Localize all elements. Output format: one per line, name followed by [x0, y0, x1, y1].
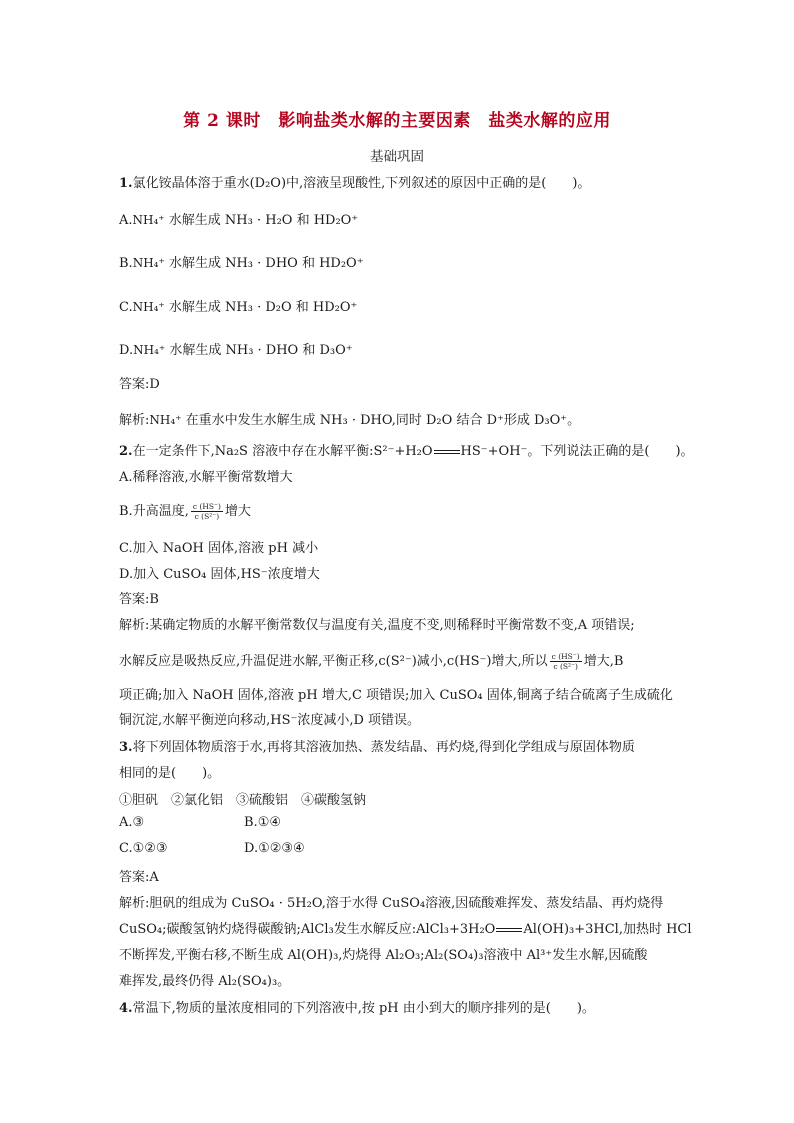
- q3-option-a: A.③: [119, 815, 145, 830]
- q1-stem: 1.氯化铵晶体溶于重水(D₂O)中,溶液呈现酸性,下列叙述的原因中正确的是( )。: [119, 176, 591, 191]
- q4-stem: 4.常温下,物质的量浓度相同的下列溶液中,按 pH 由小到大的顺序排列的是( )。: [119, 1001, 595, 1016]
- q3-stem-line-2: 相同的是( )。: [119, 766, 221, 781]
- nh4-symbol: NH₄⁺: [132, 256, 165, 270]
- equilibrium-arrow-icon: [434, 449, 460, 455]
- lesson-title: 第 2 课时 影响盐类水解的主要因素 盐类水解的应用: [183, 111, 611, 131]
- q3-analysis-line-2: CuSO₄;碳酸氢钠灼烧得碳酸钠;AlCl₃发生水解反应:AlCl₃+3H₂O Al(OH)₃+3HCl,加热时 HCl: [119, 922, 692, 937]
- q2-stem: 2.在一定条件下,Na₂S 溶液中存在水解平衡:S²⁻+H₂O HS⁻+OH⁻。下列说法正确的是( )。: [119, 444, 694, 459]
- q2-option-b: B.升高温度, $\frac{c (HS^-)}{\text{c (S²⁻)}}$ 增大: [119, 502, 251, 521]
- q3-analysis-line-4: 难挥发,最终仍得 Al₂(SO₄)₃。: [119, 974, 291, 989]
- q2-analysis-line-2: 水解反应是吸热反应,升温促进水解,平衡正移,c(S²⁻)减小,c(HS⁻)增大,所以 $\frac{c (HS^-)}{\text{c (S²⁻)}}$ 增大,B: [119, 652, 624, 671]
- q2-option-d: D.加入 CuSO₄ 固体,HS⁻浓度增大: [119, 567, 320, 582]
- q3-analysis-line-1: 解析:胆矾的组成为 CuSO₄ · 5H₂O,溶于水得 CuSO₄溶液,因硫酸难挥发、蒸发结晶、再灼烧得: [119, 896, 664, 911]
- q1-answer: 答案:D: [119, 377, 160, 392]
- q3-option-d: D.①②③④: [244, 841, 305, 856]
- equilibrium-arrow-icon: [496, 927, 522, 933]
- q1-option-d: D.NH₄⁺ 水解生成 NH₃ · DHO 和 D₃O⁺: [119, 343, 353, 358]
- q1-option-b: B.NH₄⁺ 水解生成 NH₃ · DHO 和 HD₂O⁺: [119, 256, 364, 271]
- q3-option-b: B.①④: [244, 815, 281, 830]
- q3-answer: 答案:A: [119, 870, 159, 885]
- concentration-ratio-fraction: $\frac{c (HS^-)}{\text{c (S²⁻)}}$: [551, 652, 580, 671]
- q2-option-c: C.加入 NaOH 固体,溶液 pH 减小: [119, 541, 319, 556]
- section-heading: 基础巩固: [370, 149, 424, 165]
- q1-option-c: C.NH₄⁺ 水解生成 NH₃ · D₂O 和 HD₂O⁺: [119, 300, 358, 315]
- nh4-symbol: NH₄⁺: [149, 413, 182, 427]
- q3-items: ①胆矾 ②氯化铝 ③硫酸铝 ④碳酸氢钠: [119, 793, 367, 808]
- q3-stem-line-1: 3.将下列固体物质溶于水,再将其溶液加热、蒸发结晶、再灼烧,得到化学组成与原固体物质: [119, 740, 635, 755]
- q2-option-a: A.稀释溶液,水解平衡常数增大: [119, 470, 293, 485]
- q2-analysis-line-1: 解析:某确定物质的水解平衡常数仅与温度有关,温度不变,则稀释时平衡常数不变,A 项错误;: [119, 618, 635, 633]
- nh4-symbol: NH₄⁺: [133, 343, 166, 357]
- concentration-ratio-fraction: $\frac{c (HS^-)}{\text{c (S²⁻)}}$: [192, 502, 221, 521]
- q1-analysis: 解析:NH₄⁺ 在重水中发生水解生成 NH₃ · DHO,同时 D₂O 结合 D⁺形成 D₃O⁺。: [119, 413, 581, 428]
- q3-option-c: C.①②③: [119, 841, 168, 856]
- nh4-symbol: NH₄⁺: [132, 213, 165, 227]
- nh4-symbol: NH₄⁺: [132, 300, 165, 314]
- q2-analysis-line-3: 项正确;加入 NaOH 固体,溶液 pH 增大,C 项错误;加入 CuSO₄ 固体,铜离子结合硫离子生成硫化: [119, 688, 673, 703]
- q2-answer: 答案:B: [119, 592, 159, 607]
- q1-option-a: A.NH₄⁺ 水解生成 NH₃ · H₂O 和 HD₂O⁺: [119, 213, 359, 228]
- q3-analysis-line-3: 不断挥发,平衡右移,不断生成 Al(OH)₃,灼烧得 Al₂O₃;Al₂(SO₄)₃溶液中 Al³⁺发生水解,因硫酸: [119, 948, 648, 963]
- q2-analysis-line-4: 铜沉淀,水解平衡逆向移动,HS⁻浓度减小,D 项错误。: [119, 713, 421, 728]
